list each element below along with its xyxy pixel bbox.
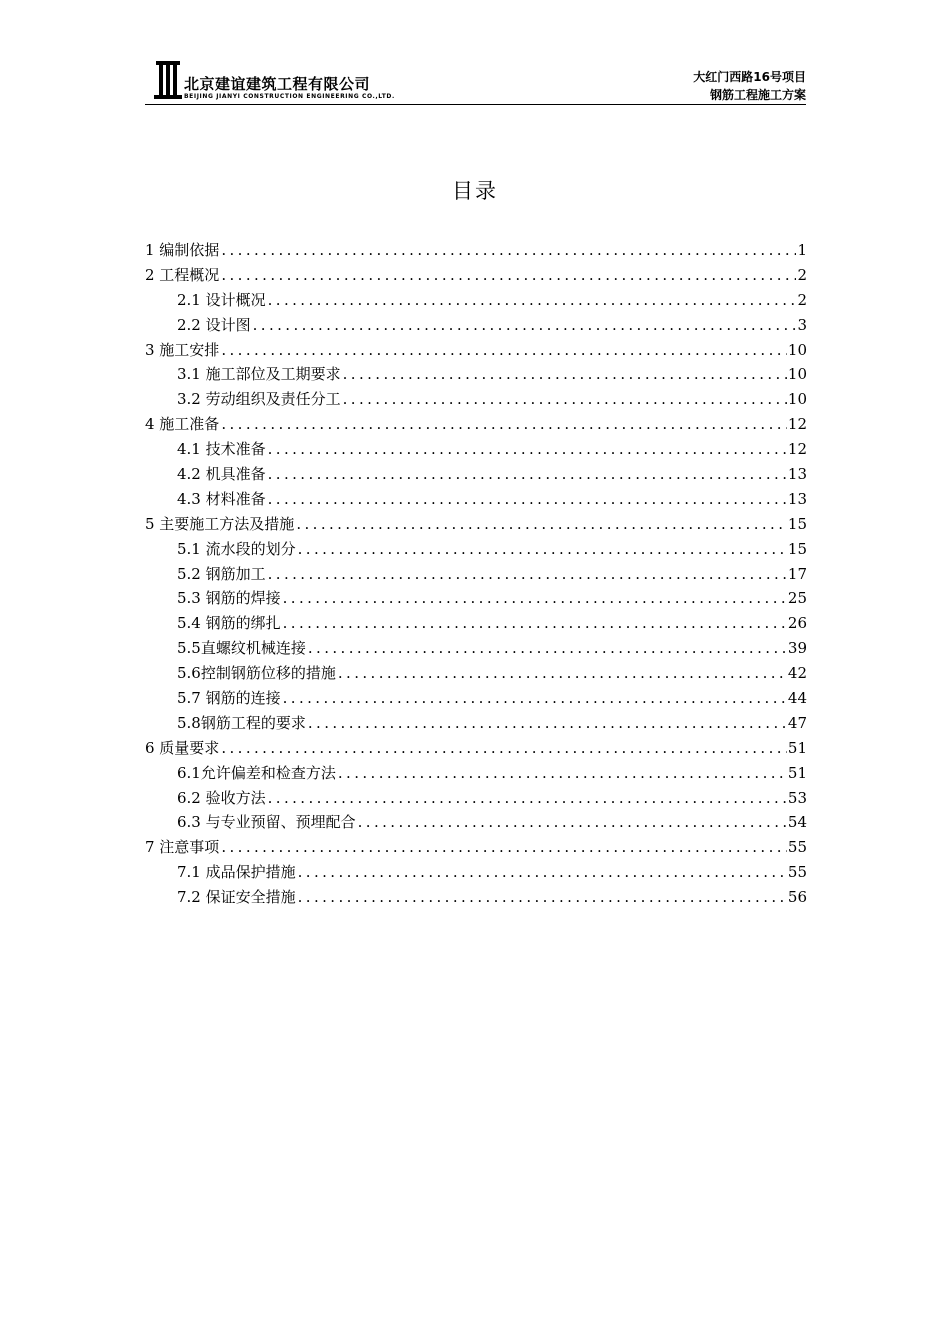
toc-dot-leader [298, 860, 787, 885]
toc-entry-page: 13 [787, 465, 807, 484]
toc-entry-label: 7.2 保证安全措施 [177, 888, 296, 907]
toc-entry-label: 5.7 钢筋的连接 [177, 689, 281, 708]
toc-entry[interactable] [145, 885, 807, 910]
toc-entry-page: 39 [787, 639, 807, 658]
header-divider [145, 104, 806, 105]
document-name: 钢筋工程施工方案 [709, 88, 806, 102]
toc-entry-label: 2.1 设计概况 [177, 290, 266, 309]
toc-entry-page: 55 [787, 838, 807, 857]
toc-entry[interactable] [145, 238, 807, 263]
toc-entry-page: 1 [797, 241, 807, 259]
toc-dot-leader [308, 711, 787, 736]
toc-dot-leader [308, 636, 787, 661]
toc-entry[interactable] [145, 487, 807, 512]
toc-dot-leader [283, 611, 787, 636]
toc-entry-page: 55 [787, 863, 807, 882]
company-name-cn: 北京建谊建筑工程有限公司 [184, 75, 371, 93]
toc-entry-page: 15 [787, 514, 807, 533]
toc-entry-page: 12 [787, 415, 807, 434]
toc-entry[interactable] [145, 786, 807, 811]
toc-entry[interactable] [145, 761, 807, 786]
toc-dot-leader [221, 412, 787, 437]
toc-entry-label: 5.1 流水段的划分 [177, 539, 296, 558]
toc-dot-leader [268, 786, 787, 811]
toc-entry[interactable] [145, 736, 807, 761]
toc-entry[interactable] [145, 462, 807, 487]
toc-entry-page: 42 [787, 664, 807, 683]
toc-entry[interactable] [145, 288, 807, 313]
toc-entry-page: 54 [787, 813, 807, 832]
toc-dot-leader [283, 586, 787, 611]
toc-dot-leader [221, 338, 787, 363]
toc-entry-label: 1 编制依据 [145, 241, 220, 259]
toc-entry-page: 10 [787, 390, 807, 409]
toc-dot-leader [268, 462, 787, 487]
toc-entry[interactable] [145, 437, 807, 462]
toc-dot-leader [338, 761, 787, 786]
toc-entry-label: 4.3 材料准备 [177, 489, 266, 508]
toc-entry-page: 56 [787, 888, 807, 907]
toc-entry[interactable] [145, 562, 807, 587]
toc-entry-page: 44 [787, 689, 807, 708]
toc-entry[interactable] [145, 835, 807, 860]
toc-entry[interactable] [145, 611, 807, 636]
toc-entry[interactable] [145, 810, 807, 835]
toc-dot-leader [221, 835, 787, 860]
toc-entry-page: 51 [787, 763, 807, 782]
toc-entry-page: 13 [787, 489, 807, 508]
toc-dot-leader [268, 562, 787, 587]
toc-entry-page: 47 [787, 713, 807, 732]
toc-entry[interactable] [145, 387, 807, 412]
toc-entry-page: 10 [787, 365, 807, 384]
toc-dot-leader [253, 313, 797, 338]
toc-entry[interactable] [145, 537, 807, 562]
toc-entry-label: 5 主要施工方法及措施 [145, 514, 295, 533]
toc-entry[interactable] [145, 512, 807, 537]
toc-entry-label: 7 注意事项 [145, 838, 220, 857]
toc-entry-label: 6.3 与专业预留、预埋配合 [177, 813, 356, 832]
toc-entry-label: 6.2 验收方法 [177, 788, 266, 807]
toc-entry-page: 12 [787, 440, 807, 459]
toc-dot-leader [343, 387, 787, 412]
toc-dot-leader [221, 263, 796, 288]
toc-entry-page: 15 [787, 539, 807, 558]
toc-entry-label: 6 质量要求 [145, 738, 220, 757]
company-logo-icon [154, 60, 182, 100]
toc-entry-label: 5.4 钢筋的绑扎 [177, 614, 281, 633]
toc-entry-page: 10 [787, 340, 807, 359]
toc-entry-label: 3.2 劳动组织及责任分工 [177, 390, 341, 409]
toc-entry-label: 2.2 设计图 [177, 315, 251, 334]
toc-entry[interactable] [145, 636, 807, 661]
toc-entry-page: 2 [797, 290, 807, 309]
toc-dot-leader [358, 810, 787, 835]
toc-entry[interactable] [145, 586, 807, 611]
toc-entry[interactable] [145, 313, 807, 338]
toc-dot-leader [268, 487, 787, 512]
toc-dot-leader [221, 736, 787, 761]
toc-entry-label: 7.1 成品保护措施 [177, 863, 296, 882]
toc-title: 目录 [452, 179, 498, 203]
toc-entry-page: 2 [797, 265, 807, 284]
toc-entry-page: 25 [787, 589, 807, 608]
toc-entry-label: 5.8钢筋工程的要求 [177, 713, 306, 732]
project-name: 大红门西路16号项目 [693, 70, 806, 84]
toc-entry-label: 3.1 施工部位及工期要求 [177, 365, 341, 384]
page-header [0, 0, 950, 110]
toc-dot-leader [343, 362, 787, 387]
toc-dot-leader [268, 288, 797, 313]
toc-dot-leader [338, 661, 787, 686]
toc-entry[interactable] [145, 412, 807, 437]
toc-dot-leader [268, 437, 787, 462]
toc-entry-label: 4.2 机具准备 [177, 465, 266, 484]
toc-entry-label: 5.3 钢筋的焊接 [177, 589, 281, 608]
toc-entry-label: 5.5直螺纹机械连接 [177, 639, 306, 658]
toc-dot-leader [221, 238, 796, 263]
toc-entry[interactable] [145, 860, 807, 885]
toc-entry[interactable] [145, 711, 807, 736]
toc-entry[interactable] [145, 362, 807, 387]
toc-entry-label: 6.1允许偏差和检查方法 [177, 763, 336, 782]
toc-entry[interactable] [145, 686, 807, 711]
toc-entry[interactable] [145, 263, 807, 288]
toc-dot-leader [298, 537, 787, 562]
toc-entry-label: 5.6控制钢筋位移的措施 [177, 664, 336, 683]
toc-entry-label: 3 施工安排 [145, 340, 220, 359]
toc-entry[interactable] [145, 338, 807, 363]
toc-entry-label: 4.1 技术准备 [177, 440, 266, 459]
toc-entry-page: 53 [787, 788, 807, 807]
toc-entry-label: 5.2 钢筋加工 [177, 564, 266, 583]
company-name-en: BEIJING JIANYI CONSTRUCTION ENGINEERING CO.,LTD. [184, 93, 395, 100]
toc-entry-page: 3 [797, 315, 807, 334]
toc-entry-page: 17 [787, 564, 807, 583]
toc-dot-leader [296, 512, 787, 537]
toc-dot-leader [283, 686, 787, 711]
company-logo [148, 58, 395, 104]
toc-entry[interactable] [145, 661, 807, 686]
toc-entry-label: 4 施工准备 [145, 415, 220, 434]
toc-dot-leader [298, 885, 787, 910]
toc-entry-page: 26 [787, 614, 807, 633]
header-doc-info [693, 68, 806, 104]
table-of-contents [145, 238, 807, 910]
toc-entry-page: 51 [787, 738, 807, 757]
toc-entry-label: 2 工程概况 [145, 265, 220, 284]
